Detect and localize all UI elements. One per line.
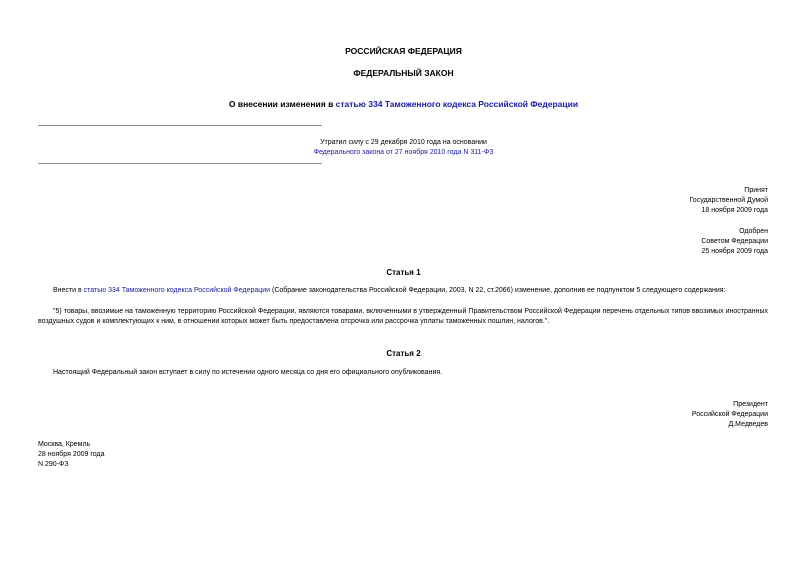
- top-divider: [38, 125, 322, 126]
- accepted-by: Государственной Думой: [689, 197, 768, 204]
- doc-type-heading: ФЕДЕРАЛЬНЫЙ ЗАКОН: [353, 68, 454, 78]
- adoption-accepted: [468, 186, 768, 216]
- article1-paragraph1: [38, 286, 768, 296]
- adoption-approved: [468, 227, 768, 257]
- signature-name: Д.Медведев: [728, 421, 768, 428]
- accepted-date: 18 ноября 2009 года: [701, 207, 768, 214]
- status-note-link[interactable]: Федерального закона от 27 ноября 2010 года N 311-ФЗ: [313, 149, 494, 156]
- article2-heading: Статья 2: [386, 349, 421, 358]
- law-title-link[interactable]: статью 334 Таможенного кодекса Российской Федерации: [335, 99, 579, 109]
- approved-by: Советом Федерации: [701, 238, 768, 245]
- approved-label: Одобрен: [739, 228, 768, 235]
- article1-paragraph2: "5) товары, ввозимые на таможенную территорию Российской Федерации, являются товарами, включенными в утвержденный Правительством Российской Федерации перечень отдельных типов ввозимых иностранных воздушных судов и комплектующих к ним, в отношении которых может быть предоставлена отсрочка или рассрочка уплаты таможенных пошлин, налогов.".: [38, 308, 768, 325]
- approved-date: 25 ноября 2009 года: [701, 248, 768, 255]
- footer-place: Москва, Кремль: [38, 441, 91, 448]
- article1-p1-link[interactable]: статью 334 Таможенного кодекса Российской Федерации: [83, 287, 271, 294]
- article1-heading: Статья 1: [386, 268, 421, 277]
- signature-role: Президент: [733, 401, 768, 408]
- footer-block: [38, 440, 338, 470]
- footer-number: N 290-ФЗ: [38, 461, 69, 468]
- status-note: [0, 138, 807, 158]
- article1-p1-prefix: Внести в: [53, 287, 84, 294]
- country-heading: РОССИЙСКАЯ ФЕДЕРАЦИЯ: [345, 46, 462, 56]
- footer-date: 28 ноября 2009 года: [38, 451, 105, 458]
- article1-p1-suffix: (Собрание законодательства Российской Федерации, 2003, N 22, ст.2066) изменение, дополнив ее подпунктом 5 следующего содержания:: [270, 287, 726, 294]
- signature-org: Российской Федерации: [691, 411, 768, 418]
- signature-block: [468, 400, 768, 430]
- status-note-text: Утратил силу с 29 декабря 2010 года на основании: [320, 139, 487, 146]
- accepted-label: Принят: [744, 187, 768, 194]
- article2-paragraph1: Настоящий Федеральный закон вступает в силу по истечении одного месяца со дня его официального опубликования.: [53, 369, 443, 376]
- bottom-divider: [38, 163, 322, 164]
- law-title: [0, 99, 807, 110]
- law-title-prefix: О внесении изменения в: [228, 99, 336, 109]
